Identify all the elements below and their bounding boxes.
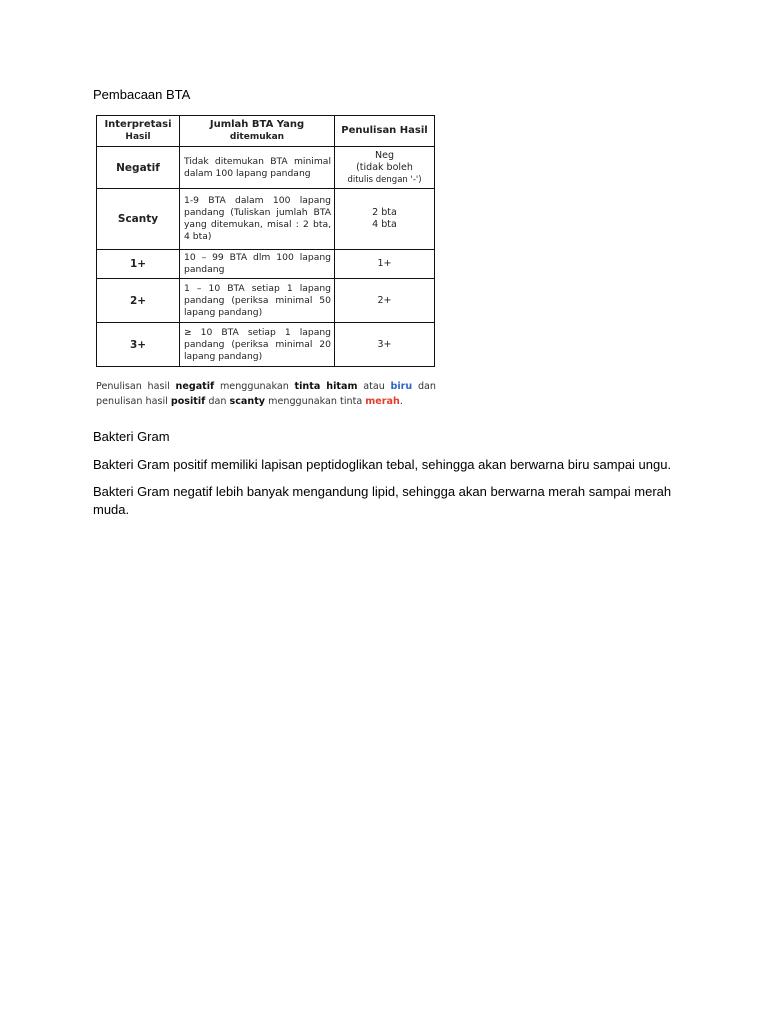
table-row [97, 279, 435, 323]
cell-description: Tidak ditemukan BTA minimal dalam 100 lapang pandang [180, 147, 335, 189]
ink-color-note: Penulisan hasil negatif menggunakan tinta hitam atau biru dan penulisan hasil positif dan scanty menggunakan tinta merah. [96, 381, 436, 407]
paragraph-gram-negative: Bakteri Gram negatif lebih banyak mengandung lipid, sehingga akan berwarna merah sampai merah muda. [93, 484, 672, 517]
cell-interpretation: 2+ [97, 279, 180, 323]
cell-interpretation: 1+ [97, 250, 180, 279]
cell-result: Neg (tidak boleh ditulis dengan '-') [335, 147, 435, 189]
table-row [97, 250, 435, 279]
cell-interpretation: Scanty [97, 189, 180, 250]
cell-result: 2+ [335, 279, 435, 323]
cell-result: 3+ [335, 323, 435, 367]
header-penulisan-hasil: Penulisan Hasil [335, 116, 435, 147]
bta-figure [96, 115, 436, 409]
header-interpretasi: Interpretasi Hasil [97, 116, 180, 147]
table-row [97, 189, 435, 250]
cell-result: 1+ [335, 250, 435, 279]
bta-table [96, 115, 435, 367]
table-row [97, 323, 435, 367]
table-header-row [97, 116, 435, 147]
cell-description: ≥ 10 BTA setiap 1 lapang pandang (periksa minimal 20 lapang pandang) [180, 323, 335, 367]
header-jumlah-bta: Jumlah BTA Yang ditemukan [180, 116, 335, 147]
cell-result: 2 bta 4 bta [335, 189, 435, 250]
cell-interpretation: 3+ [97, 323, 180, 367]
cell-description: 10 – 99 BTA dlm 100 lapang pandang [180, 250, 335, 279]
cell-interpretation: Negatif [97, 147, 180, 189]
table-row [97, 147, 435, 189]
cell-description: 1 – 10 BTA setiap 1 lapang pandang (periksa minimal 50 lapang pandang) [180, 279, 335, 323]
section-heading-gram: Bakteri Gram [93, 429, 170, 444]
paragraph-gram-positive: Bakteri Gram positif memiliki lapisan peptidoglikan tebal, sehingga akan berwarna biru sampai ungu. [93, 457, 672, 472]
cell-description: 1-9 BTA dalam 100 lapang pandang (Tuliskan jumlah BTA yang ditemukan, misal : 2 bta, 4 bta) [180, 189, 335, 250]
section-heading-bta: Pembacaan BTA [93, 87, 191, 102]
